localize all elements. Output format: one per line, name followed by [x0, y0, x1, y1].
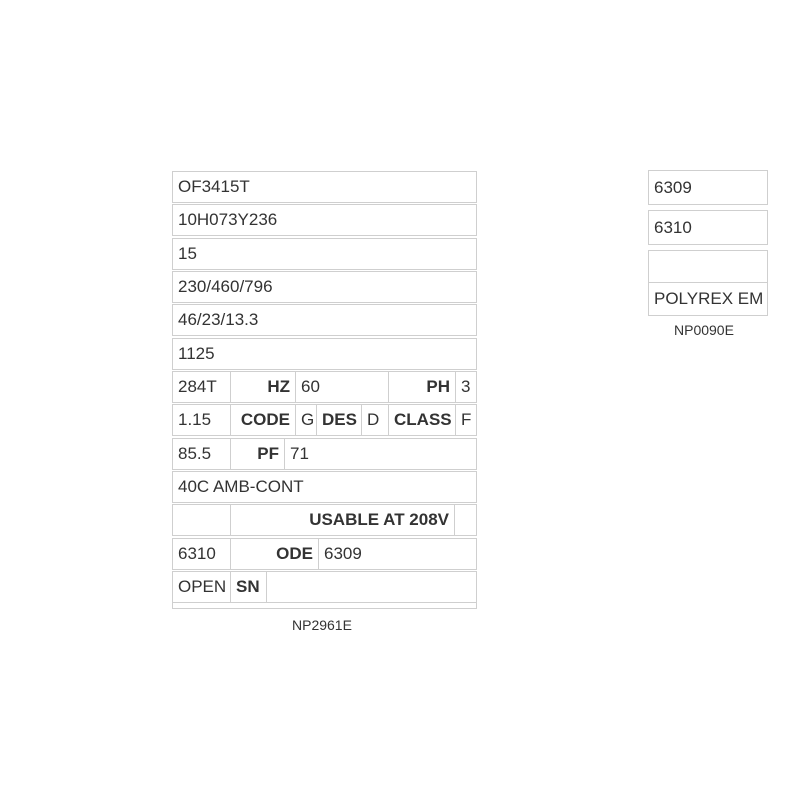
row-nema-nom-eff — [172, 438, 477, 471]
amp-value: 46/23/13.3 — [172, 304, 477, 336]
encl-value: OPEN — [172, 571, 231, 603]
ode-label: ODE — [230, 538, 319, 570]
class-label: CLASS — [388, 404, 456, 436]
spec-value: 10H073Y236 — [172, 204, 477, 236]
row-ser-f — [172, 404, 477, 437]
cat-no-value: OF3415T — [172, 171, 477, 203]
bearing-plate-code: NP0090E — [674, 322, 734, 338]
hz-label: HZ — [230, 371, 296, 403]
sn-value — [266, 571, 477, 603]
hp-value: 15 — [172, 238, 477, 270]
row-frame — [172, 371, 477, 404]
grease-value: POLYREX EM — [648, 282, 768, 316]
ode-value: 6309 — [318, 538, 477, 570]
sn-label: SN — [230, 571, 267, 603]
class-value: F — [455, 404, 477, 436]
rating-value: 40C AMB-CONT — [172, 471, 477, 503]
row-cat-no — [172, 171, 477, 204]
ph-label: PH — [388, 371, 456, 403]
code-value: G — [295, 404, 317, 436]
pf-value: 71 — [284, 438, 477, 470]
row-hp — [172, 238, 477, 271]
frame-value: 284T — [172, 371, 231, 403]
row-rating — [172, 471, 477, 504]
row-cc — [172, 504, 477, 537]
de-value: 6310 — [172, 538, 231, 570]
ph-value: 3 — [455, 371, 477, 403]
row-amp — [172, 304, 477, 337]
cc-value — [172, 504, 231, 536]
des-value: D — [361, 404, 389, 436]
row-spec — [172, 204, 477, 237]
code-label: CODE — [230, 404, 296, 436]
hz-value: 60 — [295, 371, 389, 403]
nema-nom-eff-value: 85.5 — [172, 438, 231, 470]
des-label: DES — [316, 404, 362, 436]
row-rpm — [172, 338, 477, 371]
lubricate-with-value — [648, 250, 768, 283]
pf-label: PF — [230, 438, 285, 470]
main-plate-bottom-border — [172, 603, 477, 609]
row-encl — [172, 571, 477, 604]
cc-extra-value — [454, 504, 477, 536]
pulley-value: 6310 — [648, 210, 768, 245]
main-plate-code: NP2961E — [292, 617, 352, 633]
volts-value: 230/460/796 — [172, 271, 477, 303]
rpm-value: 1125 — [172, 338, 477, 370]
ser-f-value: 1.15 — [172, 404, 231, 436]
row-volts — [172, 271, 477, 304]
usable-at-208v: USABLE AT 208V — [230, 504, 455, 536]
row-de — [172, 538, 477, 571]
front-value: 6309 — [648, 170, 768, 205]
